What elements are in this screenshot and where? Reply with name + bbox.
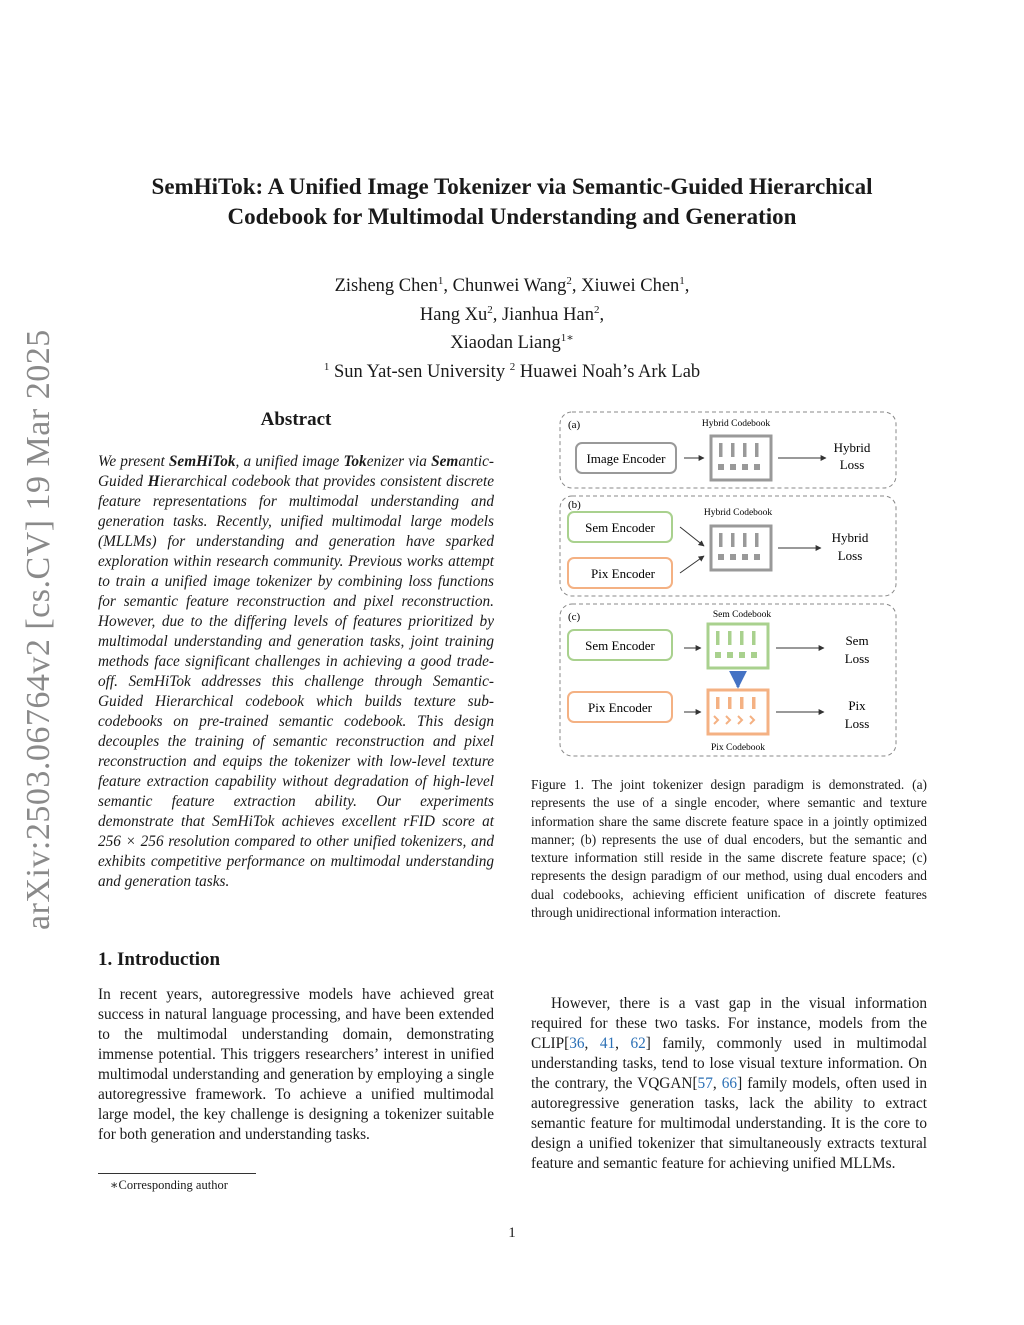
citation-link[interactable]: 36	[569, 1035, 585, 1052]
author-line-2: Hang Xu$^2$, Jianhua Han$^2$,	[419, 303, 605, 325]
author-name: Jianhua Han	[501, 304, 594, 325]
pix-encoder-label: Pix Encoder	[591, 566, 655, 581]
image-encoder-label: Image Encoder	[586, 451, 666, 466]
panel-a-codebook-label: Hybrid Codebook	[701, 419, 771, 429]
section-heading-introduction: 1. Introduction	[98, 949, 221, 970]
abstract-heading: Abstract	[260, 409, 332, 430]
separator: ,	[615, 1035, 631, 1052]
abstract-text: ierarchical codebook that provides consistent discrete feature representations for multimodal understanding and generation tasks. Recently, unified multimodal large models (MLLMs) for understanding and generation have sparked exploration within research community. Previous works attempt to train a unified image tokenizer by combining loss functions for semantic feature reconstruction and pixel reconstruction. However, due to the differing levels of features prioritized by multimodal understanding and generation tasks, joint training methods face significant challenges in achieving a good trade-off. SemHiTok addresses this challenge through Semantic-Guided Hierarchical codebook which builds texture sub-codebooks on pre-trained semantic codebook. This design decouples the training of semantic reconstruction and pixel reconstruction and equips the tokenizer with low-level texture feature extraction capability without degradation of high-level semantic feature extraction ability. Our experiments demonstrate that SemHiTok achieves excellent rFID score at 256 × 256 resolution compared to other unified tokenizers, and exhibits competitive performance on multimodal understanding and generation tasks.	[98, 473, 494, 890]
arxiv-identifier: arXiv:2503.06764v2 [cs.CV] 19 Mar 2025	[20, 329, 57, 930]
author-affiliation-mark: 2	[566, 275, 572, 287]
citation-link[interactable]: 62	[630, 1035, 646, 1052]
author-affiliation-mark: 2	[593, 303, 600, 316]
introduction-paragraph: In recent years, autoregressive models have achieved great success in natural language processing, and have been extended to the multimodal understanding domain, demonstrating immense potential. This triggers researchers’ interest in unified multimodal understanding and generation by employing a single autoregressive framework. To achieve a unified multimodal large model, the key challenge is designing a tokenizer suitable for both generation and understanding tasks.	[98, 986, 494, 1143]
footnote-divider	[98, 1173, 256, 1174]
figure-1-caption: Figure 1. The joint tokenizer design paradigm is demonstrated. (a) represents the use of a single encoder, where semantic and texture information share the same discrete feature space in a jointly optimized manner; (b) represents the use of dual encoders, but the semantic and texture information still reside in the same discrete feature space; (c) represents the design paradigm of our method, using dual encoders and dual codebooks, achieving efficient unification of discrete features through unidirectional information interaction.	[531, 777, 927, 921]
pix-codebook-label: Pix Codebook	[710, 743, 766, 753]
pix-encoder-label: Pix Encoder	[588, 700, 652, 715]
author-affiliation-mark: 1∗	[560, 332, 574, 345]
abstract-text: We present	[98, 453, 169, 470]
footnote: ∗Corresponding author	[110, 1178, 228, 1192]
abstract-body	[98, 452, 494, 892]
author-affiliation-mark: 1	[679, 275, 685, 287]
panel-b-label: (b)	[568, 499, 581, 511]
sem-loss-label: Loss	[844, 651, 870, 666]
abstract-emphasis: Sem	[431, 453, 459, 470]
author-block	[200, 270, 824, 385]
arrow	[680, 556, 704, 573]
affiliation-name: Sun Yat-sen University	[333, 362, 506, 383]
abstract-text: antic-Guided	[98, 453, 494, 490]
pix-loss-label: Pix	[848, 698, 866, 713]
sem-loss-label: Sem	[845, 633, 869, 648]
author-line-3	[200, 327, 824, 356]
sem-encoder-label: Sem Encoder	[585, 638, 655, 653]
author-name: Zisheng Chen	[334, 276, 438, 297]
title-line-1: SemHiTok: A Unified Image Tokenizer via Semantic-Guided Hierarchical	[151, 174, 873, 199]
abstract-emphasis: Tok	[343, 453, 367, 470]
sem-encoder-label: Sem Encoder	[585, 520, 655, 535]
affiliation-mark: 1	[323, 360, 330, 373]
panel-c-label: (c)	[568, 611, 581, 623]
citation-link[interactable]: 66	[721, 1075, 738, 1092]
page-number: 1	[508, 1225, 516, 1241]
pix-codebook-block	[708, 690, 768, 734]
paragraph-text: However, there is a vast gap in the visual information required for these two tasks. For instance, models from the CLIP[	[531, 995, 927, 1052]
abstract-text: enizer via	[366, 453, 432, 470]
hybrid-codebook-block	[711, 526, 771, 570]
author-affiliation-mark: 1	[437, 275, 444, 287]
affiliation-name: Huawei Noah’s Ark Lab	[519, 362, 701, 383]
author-name: Hang Xu	[419, 304, 488, 325]
separator: ,	[712, 1075, 722, 1092]
panel-b-codebook-label: Hybrid Codebook	[703, 508, 773, 518]
author-affiliation-mark: 2	[487, 303, 493, 316]
panel-a-label: (a)	[568, 419, 581, 431]
hybrid-loss-label: Loss	[837, 548, 863, 563]
affiliations	[200, 356, 824, 385]
abstract-text: , a unified image	[235, 453, 344, 470]
hybrid-loss-label: Loss	[839, 457, 865, 472]
title-line-2: Codebook for Multimodal Understanding and Generation	[227, 204, 797, 229]
figure-1-diagram	[556, 408, 902, 760]
paragraph-text: ] family models, often used in autoregressive generation tasks, lack the ability to extract semantic feature for multimodal understanding. It is the core to design a unified tokenizer that simultaneously extracts textural feature and semantic feature for achieving unified MLLMs.	[531, 1075, 928, 1172]
sem-codebook-label: Sem Codebook	[712, 610, 772, 620]
citation-link[interactable]: 41	[599, 1035, 616, 1052]
citation-link[interactable]: 57	[697, 1075, 713, 1092]
separator: ,	[584, 1035, 600, 1052]
abstract-emphasis: SemHiTok	[168, 453, 236, 470]
author-name: Xiaodan Liang	[450, 333, 561, 354]
abstract-emphasis: H	[147, 473, 160, 490]
paragraph-text: ] family, commonly used in multimodal understanding tasks, tend to lose visual texture information. On the contrary, the VQGAN[	[531, 1035, 927, 1092]
introduction-paragraph-2	[531, 994, 927, 1174]
author-name: Xiuwei Chen	[581, 276, 680, 297]
author-line-1: Zisheng Chen$^1$, Chunwei Wang$^2$, Xiuwei Chen$^1$,	[334, 275, 690, 297]
hybrid-loss-label: Hybrid	[833, 440, 871, 455]
pix-loss-label: Loss	[844, 716, 870, 731]
arrow	[680, 527, 704, 546]
author-name: Chunwei Wang	[452, 276, 567, 297]
sem-codebook-block	[708, 624, 768, 668]
paper-title	[110, 172, 914, 232]
hybrid-codebook-block	[711, 436, 771, 480]
hybrid-loss-label: Hybrid	[831, 530, 869, 545]
affiliation-mark: 2	[509, 360, 516, 373]
